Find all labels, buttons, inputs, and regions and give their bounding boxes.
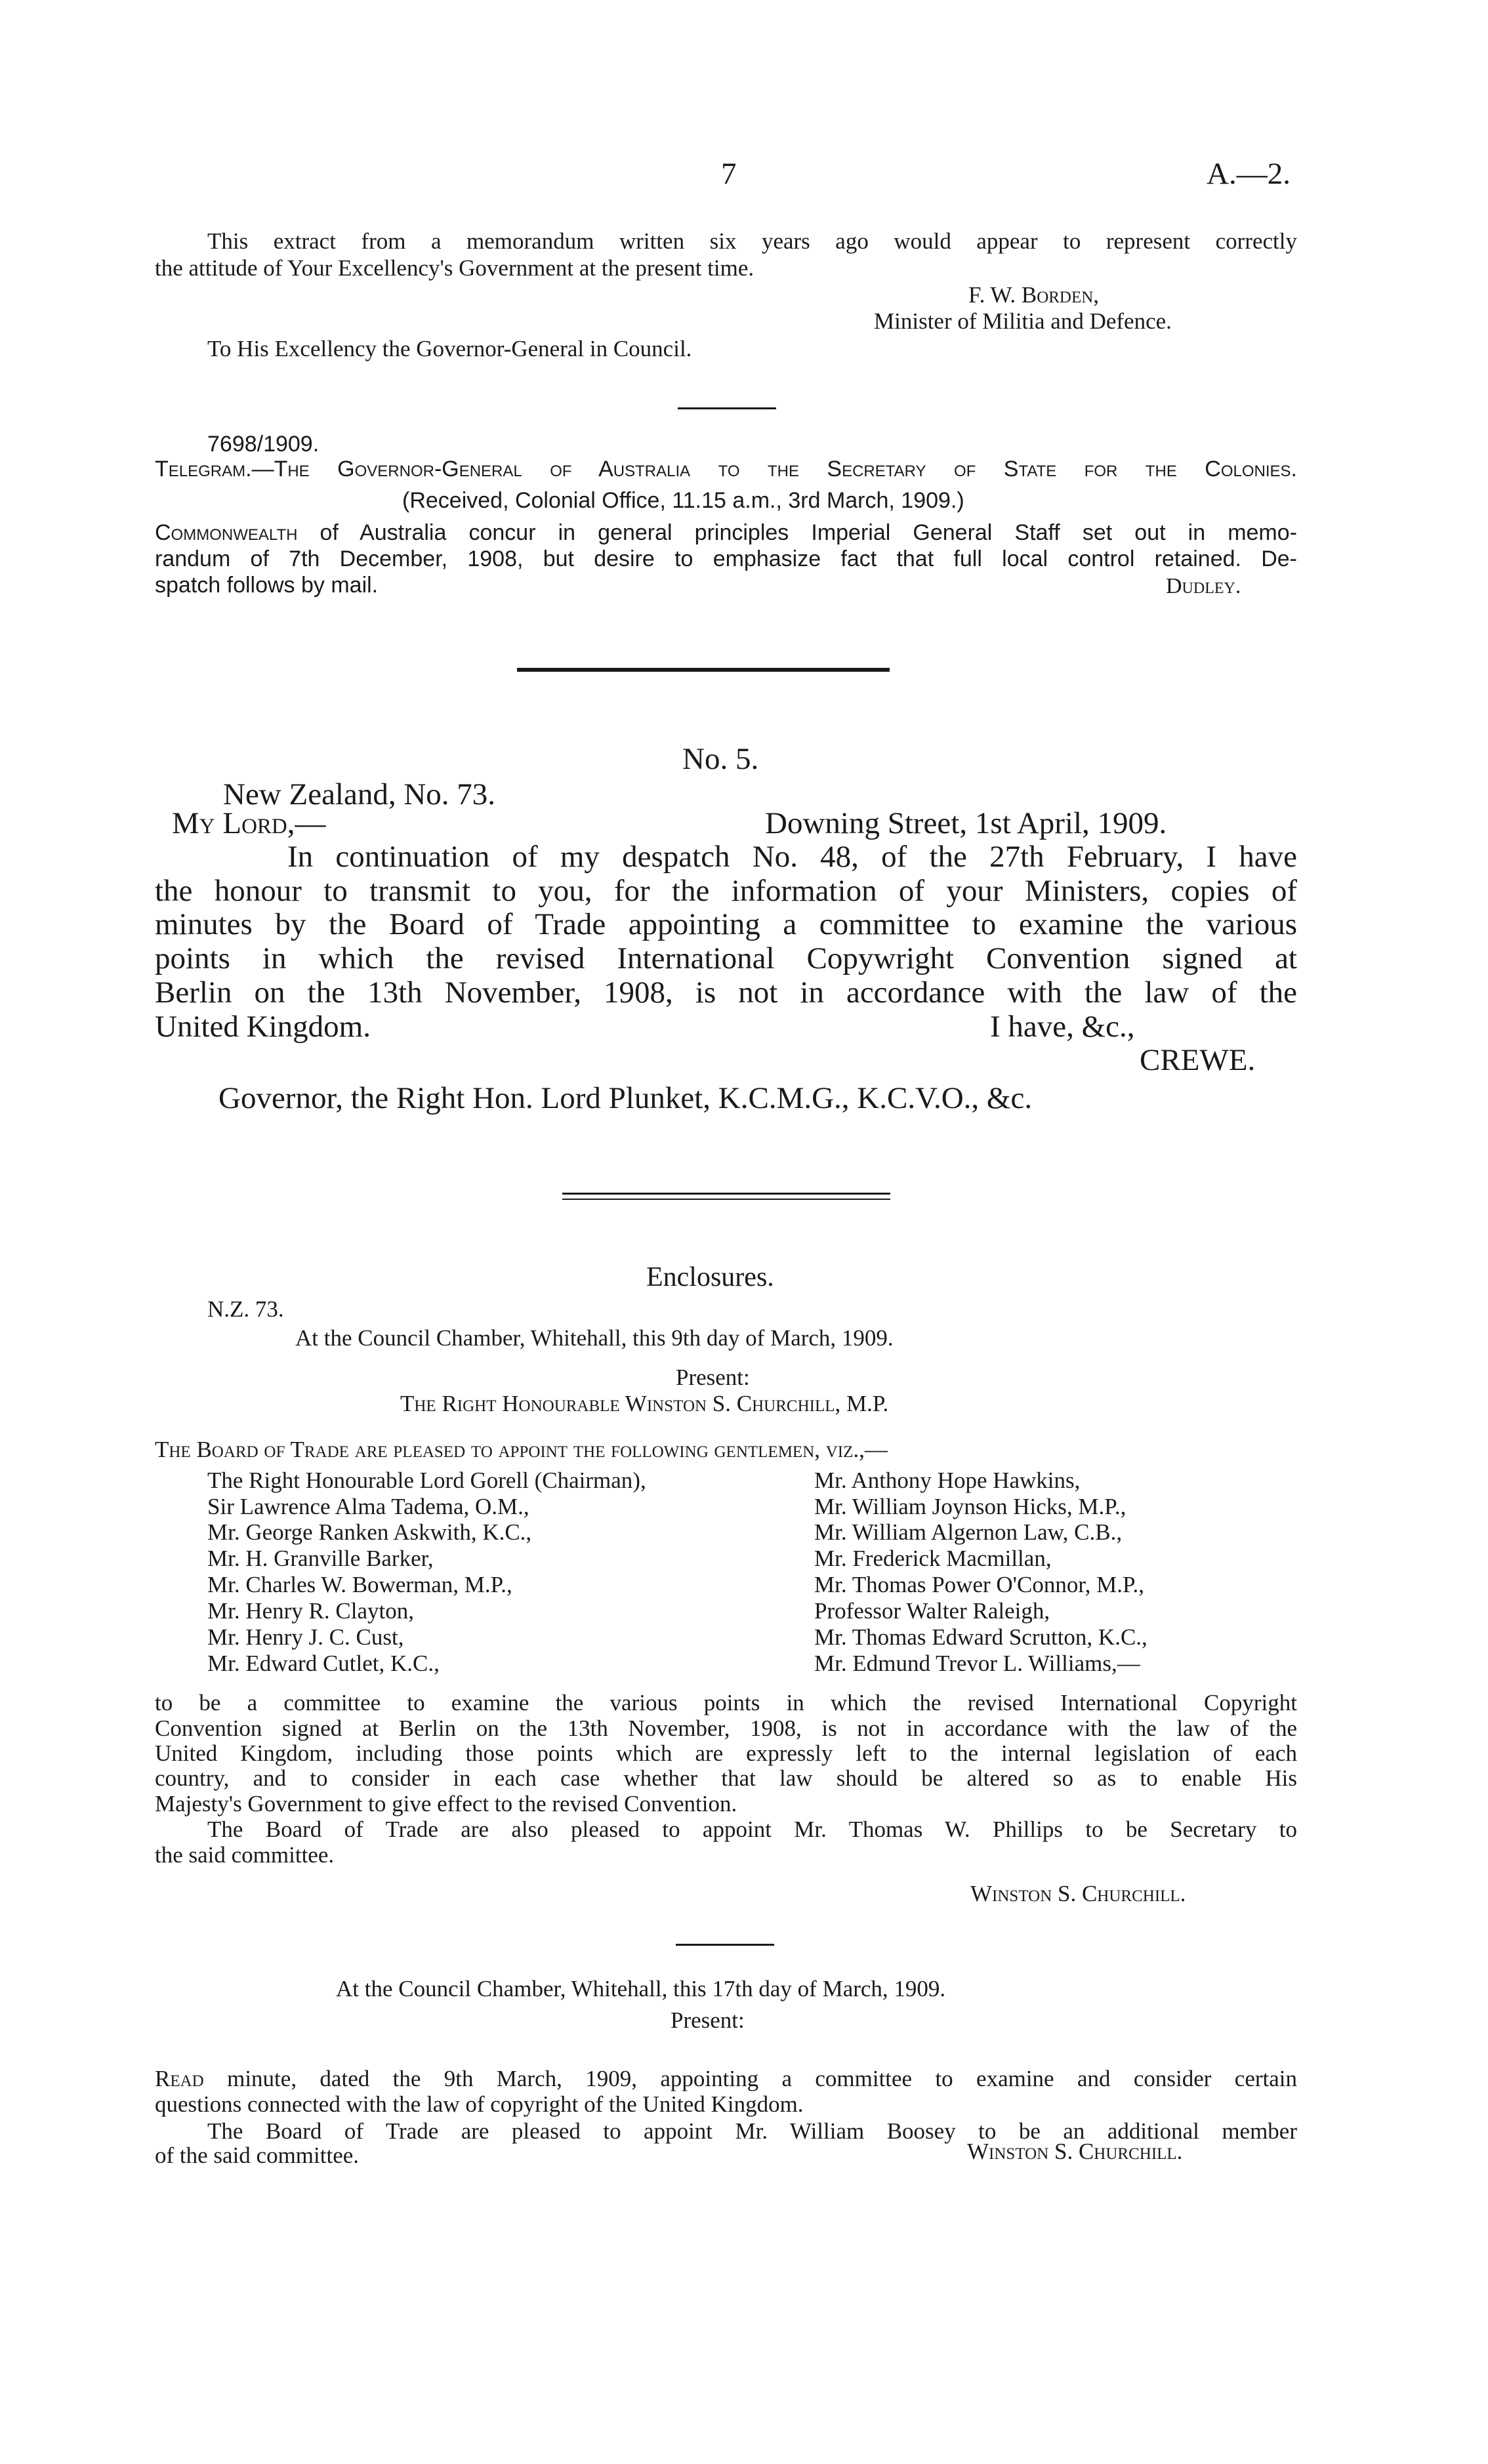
despatch-line-2: the honour to transmit to you, for the information of your Ministers, copies of	[155, 874, 1297, 908]
minute2-read-1	[155, 2066, 1297, 2092]
member-right-4: Mr. Frederick Macmillan,	[814, 1546, 1052, 1571]
minute1-body-1: to be a committee to examine the various points in which the revised International Copyright	[155, 1690, 1297, 1715]
minute1-body-2: Convention signed at Berlin on the 13th November, 1908, is not in accordance with the law of the	[155, 1715, 1297, 1741]
member-left-7: Mr. Henry J. C. Cust,	[207, 1624, 404, 1650]
despatch-number: No. 5.	[682, 742, 759, 776]
section-divider-short	[678, 407, 776, 409]
minute1-present-label: Present:	[676, 1365, 750, 1390]
minute1-secretary-1: The Board of Trade are also pleased to appoint Mr. Thomas W. Phillips to be Secretary to	[207, 1817, 1297, 1842]
page-number: 7	[721, 157, 737, 191]
section-divider-double-top	[562, 1193, 890, 1195]
despatch-line-1: In continuation of my despatch No. 48, of the 27th February, I have	[287, 840, 1297, 874]
extract-line-1: This extract from a memorandum written six years ago would appear to represent correctly	[207, 228, 1297, 254]
telegram-heading-lead: Telegram.	[155, 457, 252, 482]
section-divider-thick	[517, 668, 890, 672]
minute2-add-2: of the said committee.	[155, 2143, 360, 2168]
despatch-colony: New Zealand, No. 73.	[223, 777, 496, 811]
extract-line-2: the attitude of Your Excellency's Government at the present time.	[155, 255, 754, 281]
member-left-6: Mr. Henry R. Clayton,	[207, 1598, 414, 1624]
enclosures-heading: Enclosures.	[646, 1262, 774, 1292]
enclosures-ref: N.Z. 73.	[207, 1296, 284, 1322]
minute1-place-date: At the Council Chamber, Whitehall, this 9th day of March, 1909.	[295, 1325, 894, 1351]
minute1-body-5: Majesty's Government to give effect to the revised Convention.	[155, 1791, 737, 1817]
extract-addressee: To His Excellency the Governor-General in Council.	[207, 336, 692, 361]
minute2-present-label: Present:	[671, 2007, 745, 2033]
minute1-present-name: The Right Honourable Winston S. Churchill, M.P.	[400, 1391, 889, 1416]
minute1-body-3: United Kingdom, including those points which are expressly left to the internal legislation of each	[155, 1740, 1297, 1766]
member-right-6: Professor Walter Raleigh,	[814, 1598, 1050, 1624]
minute2-read-lead: Read	[155, 2066, 204, 2091]
member-left-4: Mr. H. Granville Barker,	[207, 1546, 434, 1571]
section-divider-double-bottom	[562, 1199, 890, 1200]
despatch-line-3: minutes by the Board of Trade appointing a committee to examine the various	[155, 907, 1297, 941]
despatch-addressee: Governor, the Right Hon. Lord Plunket, K.C.M.G., K.C.V.O., &c.	[218, 1081, 1033, 1115]
telegram-body-1-text: of Australia concur in general principles Imperial General Staff set out in memo-	[320, 520, 1297, 545]
despatch-signatory: CREWE.	[1140, 1043, 1256, 1077]
extract-signatory: F. W. Borden,	[968, 282, 1100, 308]
member-left-1: The Right Honourable Lord Gorell (Chairman),	[207, 1468, 646, 1493]
telegram-body-1	[155, 520, 1297, 546]
member-right-1: Mr. Anthony Hope Hawkins,	[814, 1468, 1081, 1493]
despatch-closing: I have, &c.,	[990, 1010, 1135, 1044]
minute2-read-2: questions connected with the law of copyright of the United Kingdom.	[155, 2091, 804, 2117]
member-right-5: Mr. Thomas Power O'Connor, M.P.,	[814, 1572, 1145, 1597]
despatch-line-6: United Kingdom.	[155, 1010, 371, 1044]
minute1-signatory: Winston S. Churchill.	[970, 1881, 1186, 1906]
member-right-3: Mr. William Algernon Law, C.B.,	[814, 1519, 1123, 1545]
member-left-5: Mr. Charles W. Bowerman, M.P.,	[207, 1572, 512, 1597]
minute2-signatory: Winston S. Churchill.	[967, 2139, 1183, 2164]
minute1-secretary-2: the said committee.	[155, 1842, 335, 1868]
minute2-add-1: The Board of Trade are pleased to appoint Mr. William Boosey to be an additional member	[207, 2118, 1297, 2144]
telegram-body-3: spatch follows by mail.	[155, 573, 379, 598]
minute-divider	[676, 1944, 774, 1946]
despatch-place-date: Downing Street, 1st April, 1909.	[765, 806, 1167, 840]
despatch-line-4: points in which the revised International Copywright Convention signed at	[155, 941, 1297, 975]
telegram-ref: 7698/1909.	[207, 432, 320, 457]
minute1-intro-text: The Board of Trade are pleased to appoint the following gentlemen, viz.,—	[155, 1437, 888, 1462]
telegram-body-lead: Commonwealth	[155, 520, 298, 545]
extract-signatory-title: Minister of Militia and Defence.	[874, 308, 1172, 334]
despatch-salutation: My Lord,—	[172, 806, 326, 840]
telegram-received: (Received, Colonial Office, 11.15 a.m., 3rd March, 1909.)	[402, 488, 964, 513]
telegram-heading	[155, 457, 1297, 482]
page-reference: A.—2.	[1207, 157, 1291, 191]
minute1-intro	[155, 1437, 888, 1463]
telegram-signatory: Dudley.	[1166, 574, 1241, 598]
telegram-heading-rest: —The Governor-General of Australia to the Secretary of State for the Colonies.	[251, 457, 1297, 482]
minute2-place-date: At the Council Chamber, Whitehall, this 17th day of March, 1909.	[336, 1976, 946, 2002]
member-left-2: Sir Lawrence Alma Tadema, O.M.,	[207, 1494, 529, 1519]
member-left-3: Mr. George Ranken Askwith, K.C.,	[207, 1519, 532, 1545]
minute1-body-4: country, and to consider in each case whether that law should be altered so as to enable His	[155, 1765, 1297, 1791]
member-right-2: Mr. William Joynson Hicks, M.P.,	[814, 1494, 1126, 1519]
member-right-8: Mr. Edmund Trevor L. Williams,—	[814, 1651, 1140, 1676]
minute2-read-1-text: minute, dated the 9th March, 1909, appointing a committee to examine and consider certain	[227, 2066, 1298, 2091]
member-right-7: Mr. Thomas Edward Scrutton, K.C.,	[814, 1624, 1147, 1650]
despatch-line-5: Berlin on the 13th November, 1908, is not in accordance with the law of the	[155, 975, 1297, 1010]
telegram-body-2: randum of 7th December, 1908, but desire to emphasize fact that full local control retained. De-	[155, 546, 1297, 571]
member-left-8: Mr. Edward Cutlet, K.C.,	[207, 1651, 440, 1676]
